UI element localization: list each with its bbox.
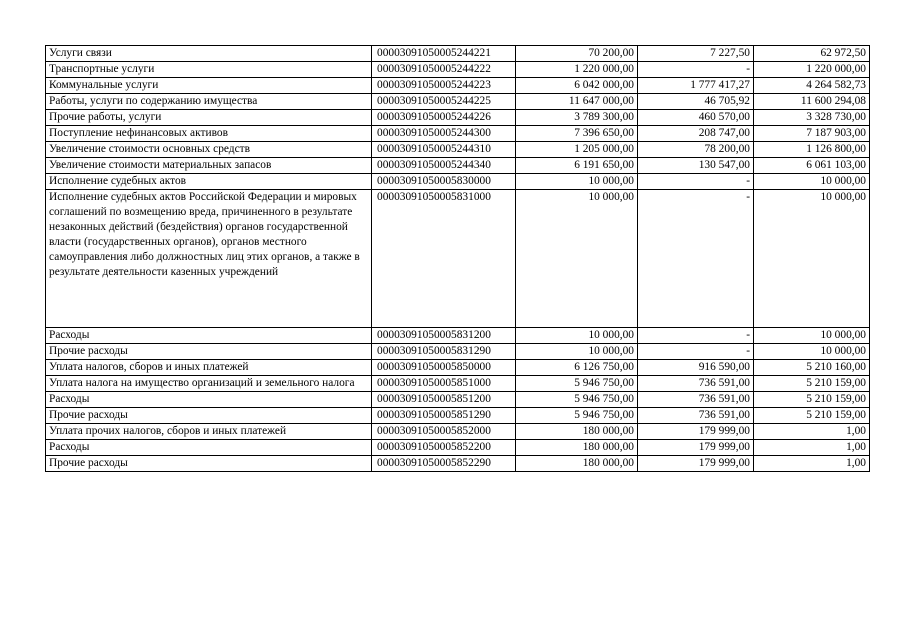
row-unexecuted-amount-cell: 5 210 159,00 [754,408,870,424]
row-approved-amount-cell: 10 000,00 [516,174,638,190]
row-executed-amount-cell: 179 999,00 [638,440,754,456]
row-name-cell: Работы, услуги по содержанию имущества [46,94,372,110]
row-name-cell: Прочие расходы [46,456,372,472]
row-code-cell: 00003091050005244222 [372,62,516,78]
row-executed-amount-cell: 179 999,00 [638,424,754,440]
row-name-cell: Увеличение стоимости основных средств [46,142,372,158]
table-row [46,440,870,456]
row-approved-amount-cell: 10 000,00 [516,344,638,360]
row-code-cell: 00003091050005244223 [372,78,516,94]
row-code-cell: 00003091050005852200 [372,440,516,456]
table-row [46,46,870,62]
row-executed-amount-cell: 7 227,50 [638,46,754,62]
row-approved-amount-cell: 6 126 750,00 [516,360,638,376]
row-unexecuted-amount-cell: 10 000,00 [754,190,870,328]
row-name-cell: Прочие расходы [46,344,372,360]
row-code-cell: 00003091050005244340 [372,158,516,174]
row-executed-amount-cell: 460 570,00 [638,110,754,126]
document-page [45,45,869,472]
table-row [46,62,870,78]
row-name-cell: Расходы [46,440,372,456]
row-unexecuted-amount-cell: 10 000,00 [754,174,870,190]
row-code-cell: 00003091050005831290 [372,344,516,360]
row-unexecuted-amount-cell: 11 600 294,08 [754,94,870,110]
row-unexecuted-amount-cell: 1 126 800,00 [754,142,870,158]
row-executed-amount-cell: - [638,328,754,344]
row-unexecuted-amount-cell: 1,00 [754,424,870,440]
row-executed-amount-cell: 78 200,00 [638,142,754,158]
row-approved-amount-cell: 70 200,00 [516,46,638,62]
row-approved-amount-cell: 180 000,00 [516,440,638,456]
row-code-cell: 00003091050005831200 [372,328,516,344]
table-row [46,344,870,360]
row-unexecuted-amount-cell: 6 061 103,00 [754,158,870,174]
row-code-cell: 00003091050005851290 [372,408,516,424]
table-row [46,360,870,376]
table-row [46,392,870,408]
row-unexecuted-amount-cell: 7 187 903,00 [754,126,870,142]
row-code-cell: 00003091050005850000 [372,360,516,376]
table-row [46,376,870,392]
row-name-cell: Услуги связи [46,46,372,62]
row-name-cell: Коммунальные услуги [46,78,372,94]
row-code-cell: 00003091050005244310 [372,142,516,158]
row-executed-amount-cell: 46 705,92 [638,94,754,110]
table-row [46,424,870,440]
table-row [46,78,870,94]
table-row [46,190,870,328]
row-executed-amount-cell: 736 591,00 [638,392,754,408]
row-name-cell: Уплата налогов, сборов и иных платежей [46,360,372,376]
table-row [46,142,870,158]
row-unexecuted-amount-cell: 10 000,00 [754,328,870,344]
row-unexecuted-amount-cell: 3 328 730,00 [754,110,870,126]
row-code-cell: 00003091050005852000 [372,424,516,440]
table-row [46,126,870,142]
row-unexecuted-amount-cell: 1 220 000,00 [754,62,870,78]
budget-execution-table [45,45,870,472]
row-unexecuted-amount-cell: 4 264 582,73 [754,78,870,94]
row-approved-amount-cell: 10 000,00 [516,328,638,344]
row-name-cell: Транспортные услуги [46,62,372,78]
row-executed-amount-cell: - [638,190,754,328]
row-unexecuted-amount-cell: 5 210 159,00 [754,392,870,408]
row-name-cell: Исполнение судебных актов [46,174,372,190]
row-executed-amount-cell: 736 591,00 [638,408,754,424]
row-unexecuted-amount-cell: 1,00 [754,440,870,456]
row-approved-amount-cell: 5 946 750,00 [516,392,638,408]
row-name-cell: Уплата прочих налогов, сборов и иных платежей [46,424,372,440]
row-code-cell: 00003091050005244226 [372,110,516,126]
row-executed-amount-cell: - [638,62,754,78]
row-code-cell: 00003091050005852290 [372,456,516,472]
row-approved-amount-cell: 10 000,00 [516,190,638,328]
row-unexecuted-amount-cell: 62 972,50 [754,46,870,62]
row-code-cell: 00003091050005851200 [372,392,516,408]
row-executed-amount-cell: 179 999,00 [638,456,754,472]
row-approved-amount-cell: 7 396 650,00 [516,126,638,142]
row-name-cell: Поступление нефинансовых активов [46,126,372,142]
row-executed-amount-cell: - [638,174,754,190]
row-approved-amount-cell: 11 647 000,00 [516,94,638,110]
row-unexecuted-amount-cell: 1,00 [754,456,870,472]
row-code-cell: 00003091050005244225 [372,94,516,110]
row-executed-amount-cell: 208 747,00 [638,126,754,142]
row-approved-amount-cell: 5 946 750,00 [516,376,638,392]
row-approved-amount-cell: 5 946 750,00 [516,408,638,424]
row-name-cell: Расходы [46,328,372,344]
row-approved-amount-cell: 180 000,00 [516,424,638,440]
row-executed-amount-cell: 1 777 417,27 [638,78,754,94]
row-unexecuted-amount-cell: 5 210 159,00 [754,376,870,392]
table-row [46,456,870,472]
row-name-cell: Прочие расходы [46,408,372,424]
row-approved-amount-cell: 1 220 000,00 [516,62,638,78]
row-name-cell: Исполнение судебных актов Российской Федерации и мировых соглашений по возмещению вреда, причиненного в результате незаконных действий (бездействия) органов государственной власти (государственных органов), органов местного самоуправления либо должностных лиц этих органов, а также в результате деятельности казенных учреждений [46,190,372,328]
table-row [46,158,870,174]
row-approved-amount-cell: 6 042 000,00 [516,78,638,94]
row-code-cell: 00003091050005244221 [372,46,516,62]
table-row [46,408,870,424]
table-row [46,328,870,344]
row-code-cell: 00003091050005830000 [372,174,516,190]
row-unexecuted-amount-cell: 10 000,00 [754,344,870,360]
table-row [46,174,870,190]
row-executed-amount-cell: 916 590,00 [638,360,754,376]
row-name-cell: Расходы [46,392,372,408]
row-executed-amount-cell: 130 547,00 [638,158,754,174]
row-approved-amount-cell: 6 191 650,00 [516,158,638,174]
row-name-cell: Уплата налога на имущество организаций и земельного налога [46,376,372,392]
table-row [46,110,870,126]
row-code-cell: 00003091050005831000 [372,190,516,328]
row-approved-amount-cell: 180 000,00 [516,456,638,472]
row-executed-amount-cell: - [638,344,754,360]
row-unexecuted-amount-cell: 5 210 160,00 [754,360,870,376]
row-code-cell: 00003091050005244300 [372,126,516,142]
row-code-cell: 00003091050005851000 [372,376,516,392]
row-executed-amount-cell: 736 591,00 [638,376,754,392]
row-name-cell: Прочие работы, услуги [46,110,372,126]
row-name-cell: Увеличение стоимости материальных запасов [46,158,372,174]
table-body [46,46,870,472]
table-row [46,94,870,110]
row-approved-amount-cell: 1 205 000,00 [516,142,638,158]
row-approved-amount-cell: 3 789 300,00 [516,110,638,126]
